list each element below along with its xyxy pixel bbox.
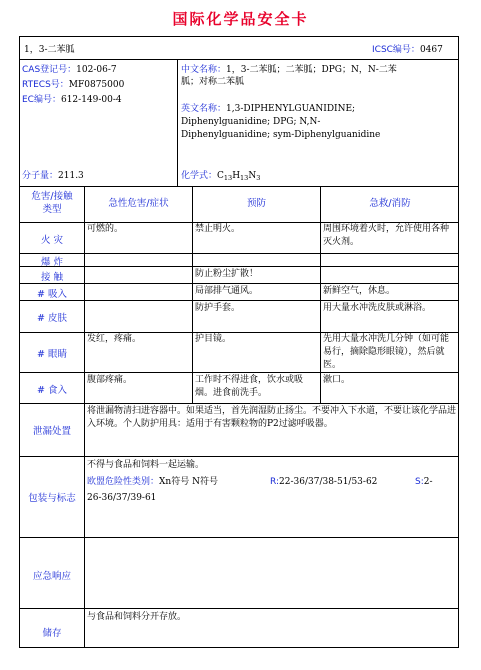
cas-label: CAS登记号：: [22, 65, 77, 75]
eyes-prevention: 护目镜。: [195, 334, 232, 344]
s-phrase-value2: 26-36/37/39-61: [87, 493, 157, 503]
eu-class-symbols: Xn符号 N符号: [159, 477, 218, 487]
skin-prevention: 防护手套。: [195, 303, 241, 313]
ec-number: 612-149-00-4: [60, 95, 122, 105]
spill-text: 将泄漏物清扫进容器中。如果适当，首先润湿防止扬尘。不要冲入下水道，不要让该化学品进入环境。个人防护用具：适用于有害颗粒物的P2过滤呼吸器。: [87, 406, 457, 429]
fire-symptoms: 可燃的。: [87, 224, 124, 234]
row-inhalation-label: # 吸入: [37, 289, 67, 300]
s-phrase-label: S:: [415, 477, 424, 487]
en-name-line1: 1,3-DIPHENYLGUANIDINE;: [226, 104, 356, 114]
emergency-label: 应急响应: [32, 571, 71, 582]
page-title: 国际化学品安全卡: [172, 10, 309, 28]
r-phrase-label: R:: [270, 477, 280, 487]
cas-number: 102-06-7: [76, 65, 117, 75]
storage-label: 储存: [42, 628, 62, 639]
cn-name-line2: 胍；对称二苯胍: [181, 77, 245, 87]
spill-label: 泄漏处置: [32, 426, 71, 437]
row-ingestion-label: # 食入: [37, 385, 67, 396]
col-symptoms-header: 急性危害/症状: [108, 198, 169, 209]
row-eyes-label: # 眼睛: [37, 349, 67, 360]
mw-value: 211.3: [58, 171, 84, 181]
packaging-line1: 不得与食品和饲料一起运输。: [87, 460, 205, 470]
chemical-name: 1，3-二苯胍: [24, 45, 75, 55]
contact-prevention: 防止粉尘扩散！: [195, 269, 259, 279]
s-phrase-value1: 2-: [423, 477, 433, 487]
rtecs-number: MF0875000: [68, 80, 125, 90]
ingestion-prevention: 工作时不得进食，饮水或吸烟。进食前洗手。: [195, 375, 304, 398]
icsc-label: ICSC编号：: [372, 45, 420, 55]
ingestion-symptoms: 腹部疼痛。: [87, 375, 133, 385]
eyes-symptoms: 发红，疼痛。: [87, 334, 142, 344]
mw-label: 分子量：: [22, 171, 59, 181]
row-skin-label: # 皮肤: [37, 313, 67, 324]
row-explosion-label: 爆 炸: [40, 257, 64, 268]
packaging-label: 包装与标志: [28, 493, 76, 504]
ingestion-firstaid: 漱口。: [323, 375, 351, 385]
row-contact-label: 接 触: [40, 272, 64, 283]
formula-label: 化学式：: [181, 171, 218, 181]
inhalation-firstaid: 新鲜空气，休息。: [323, 286, 396, 296]
cn-name-line1: 1，3-二苯胍；二苯胍；DPG；N，N-二苯: [226, 65, 397, 75]
cn-name-label: 中文名称：: [181, 65, 227, 75]
fire-firstaid: 周围环境着火时，允许使用各种灭火剂。: [323, 224, 450, 247]
col-type-header: 危害/接触 类型: [31, 191, 73, 215]
r-phrase-value: 22-36/37/38-51/53-62: [279, 477, 378, 487]
eyes-firstaid: 先用大量水冲洗几分钟（如可能易行，摘除隐形眼镜），然后就医。: [323, 334, 450, 370]
en-name-line2: Diphenylguanidine; DPG; N,N-: [181, 117, 321, 127]
eu-class-label: 欧盟危险性类别：: [87, 477, 160, 487]
storage-text: 与食品和饲料分开存放。: [87, 612, 187, 622]
skin-firstaid: 用大量水冲洗皮肤或淋浴。: [323, 303, 432, 313]
fire-prevention: 禁止明火。: [195, 224, 241, 234]
icsc-number: 0467: [419, 45, 443, 55]
en-name-line3: Diphenylguanidine; sym-Diphenylguanidine: [181, 130, 381, 140]
inhalation-prevention: 局部排气通风。: [195, 286, 259, 296]
ec-label: EC编号：: [22, 95, 61, 105]
col-prevention-header: 预防: [246, 198, 266, 209]
row-fire-label: 火 灾: [40, 235, 64, 246]
formula-value: $C_{13}H_{13}N_3$: [217, 171, 261, 182]
rtecs-label: RTECS号：: [22, 80, 69, 90]
en-name-label: 英文名称：: [181, 104, 227, 114]
col-firstaid-header: 急救/消防: [369, 198, 411, 209]
